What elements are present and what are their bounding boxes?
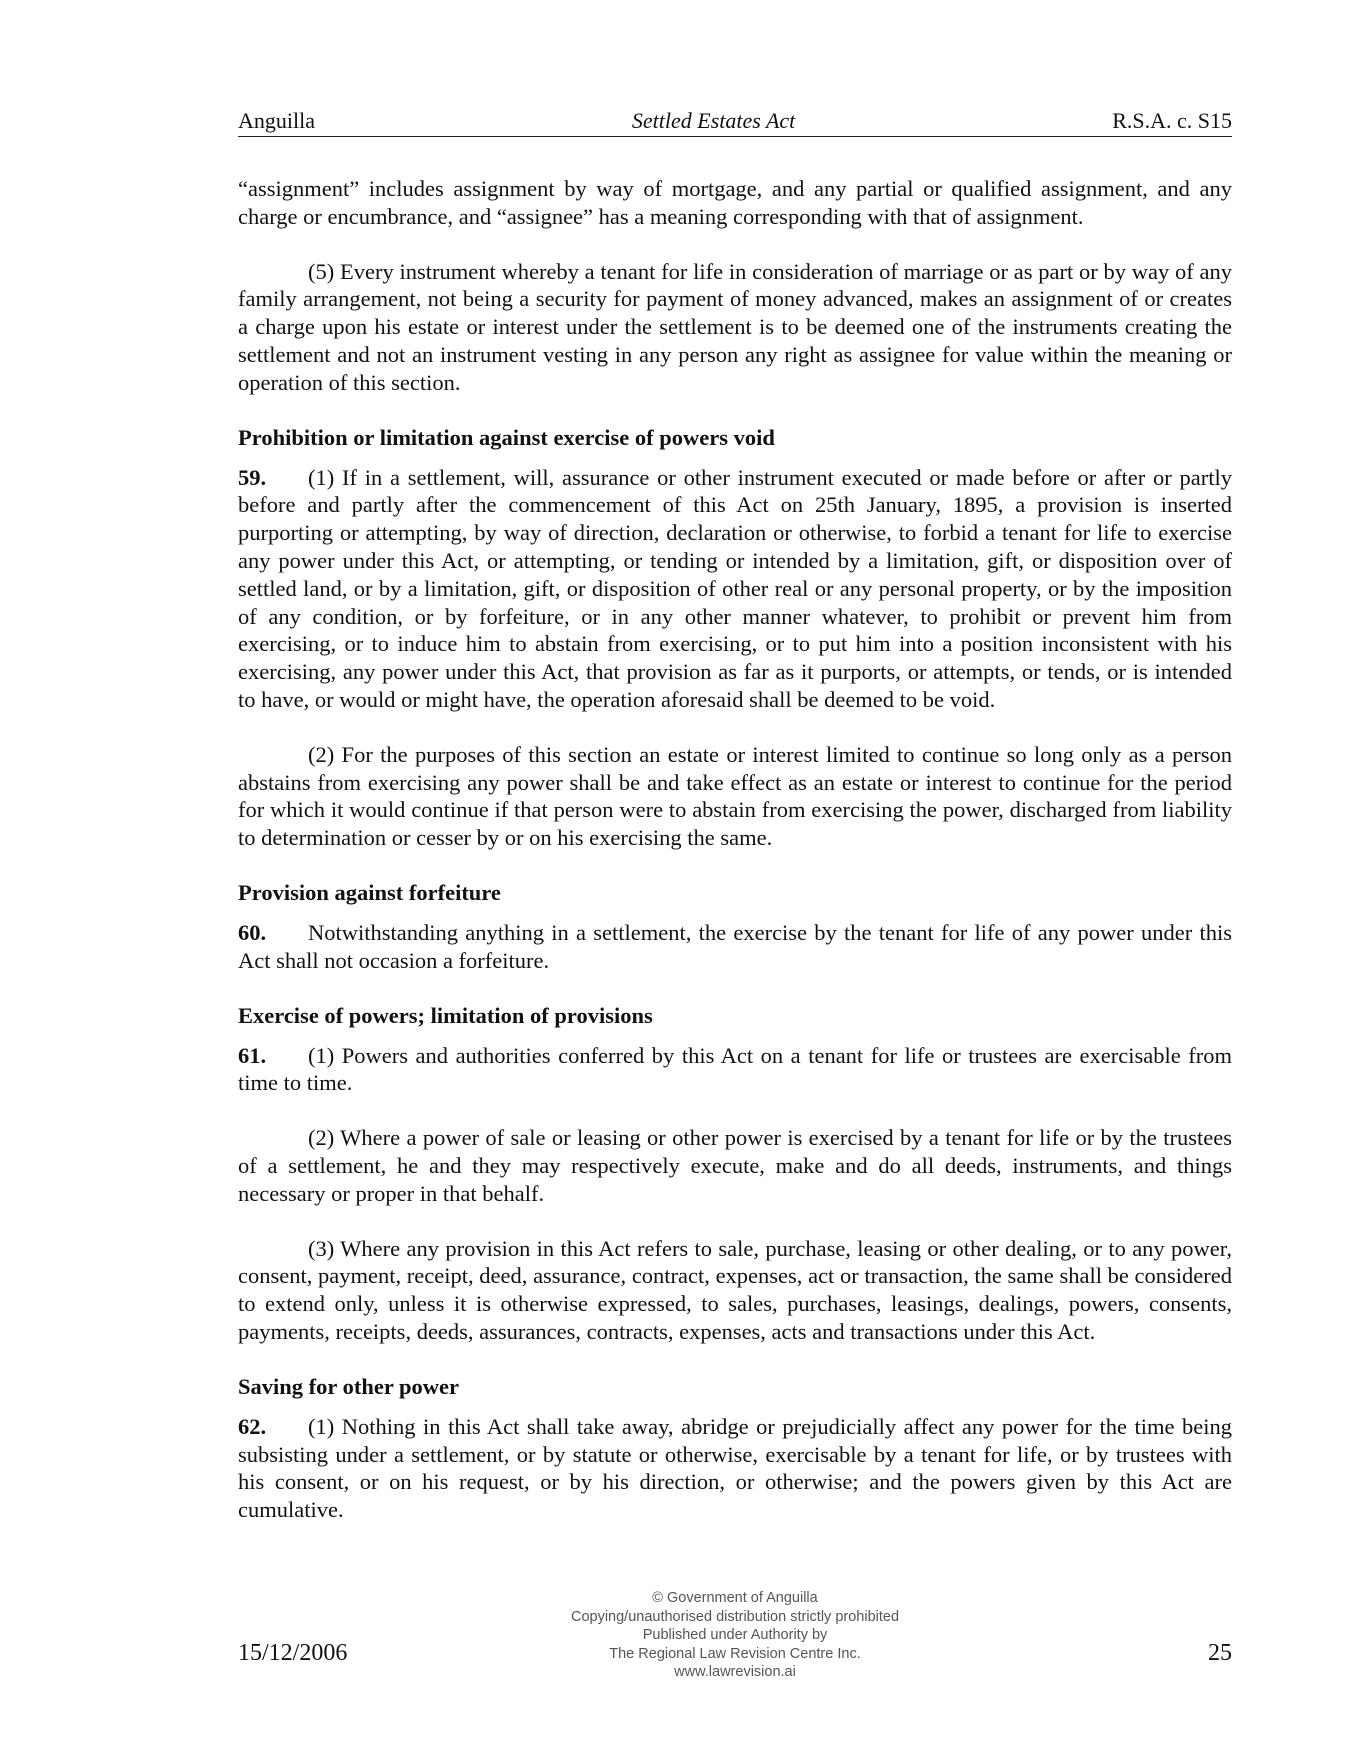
section-59-number: 59. — [238, 464, 267, 490]
copyright-notice — [238, 1589, 1232, 1682]
document-body — [238, 175, 1232, 1524]
header-jurisdiction: Anguilla — [238, 108, 315, 133]
section-62-text: (1) Nothing in this Act shall take away, abridge or prejudicially affect any power for the time being subsisting under a settlement, or by statute or otherwise, exercisable by a tenant for life, or by trustees with his consent, or on his request, or by his direction, or otherwise; and the powers given by this Act are cumulative. — [238, 1413, 1232, 1523]
section-61-subsection-2: (2) Where a power of sale or leasing or other power is exercised by a tenant for life or by the trustees of a settlement, he and they may respectively execute, make and do all deeds, instruments, and things necessary or proper in that behalf. — [238, 1125, 1232, 1206]
section-59-subsection-2: (2) For the purposes of this section an estate or interest limited to continue so long only as a person abstains from exercising any power shall be and take effect as an estate or interest to continue for the period for which it would continue if that person were to abstain from exercising the power, discharged from liability to determination or cesser by or on his exercising the same. — [238, 741, 1232, 851]
section-61-subsection-3: (3) Where any provision in this Act refers to sale, purchase, leasing or other dealing, or to any power, consent, payment, receipt, deed, assurance, contract, expenses, act or transaction, the same shall be considered to extend only, unless it is otherwise expressed, to sales, purchases, leasings, dealings, powers, consents, payments, receipts, deeds, assurances, contracts, expenses, acts and transactions under this Act. — [238, 1235, 1232, 1344]
section-61-heading: Exercise of powers; limitation of provisions — [238, 1002, 653, 1028]
subsection-5: (5) Every instrument whereby a tenant for life in consideration of marriage or as part or by way of any family arrangement, not being a security for payment of money advanced, makes an assignment of or creates a charge upon his estate or interest under the settlement is to be deemed one of the instruments creating the settlement and not an instrument vesting in any person any right as assignee for value within the meaning or operation of this section. — [238, 258, 1232, 395]
section-62-subsection-1 — [238, 1413, 1232, 1524]
header-act-title: Settled Estates Act — [631, 108, 796, 133]
page-number: 25 — [1208, 1640, 1232, 1666]
section-61-number: 61. — [238, 1042, 267, 1068]
notice-line: www.lawrevision.ai — [674, 1664, 796, 1680]
notice-line: Copying/unauthorised distribution strictly prohibited — [570, 1608, 900, 1625]
running-header — [238, 108, 1232, 137]
definition-assignment: “assignment” includes assignment by way of mortgage, and any partial or qualified assignment, and any charge or encumbrance, and “assignee” has a meaning corresponding with that of assignment. — [238, 176, 1232, 229]
section-60-heading: Provision against forfeiture — [238, 879, 501, 905]
section-61-text: (1) Powers and authorities conferred by this Act on a tenant for life or trustees are exercisable from time to time. — [238, 1042, 1232, 1096]
notice-line: © Government of Anguilla — [652, 1590, 818, 1606]
notice-line: Published under Authority by — [642, 1627, 828, 1643]
section-59-text: (1) If in a settlement, will, assurance or other instrument executed or made before or after or partly before and partly after the commencement of this Act on 25th January, 1895, a provision is inserted purporting or attempting, by way of direction, declaration or otherwise, to forbid a tenant for life to exercise any power under this Act, or attempting, or tending or intended by a limitation, gift, or disposition over of settled land, or by a limitation, gift, or disposition of other real or any personal property, or by the imposition of any condition, or by forfeiture, or in any other manner whatever, to prohibit or prevent him from exercising, or to induce him to abstain from exercising, or to put him into a position inconsistent with his exercising, any power under this Act, that provision as far as it purports, or attempts, or tends, or is intended to have, or would or might have, the operation aforesaid shall be deemed to be void. — [238, 464, 1232, 712]
section-62-number: 62. — [238, 1413, 267, 1439]
notice-line: The Regional Law Revision Centre Inc. — [609, 1645, 861, 1662]
section-60-text: Notwithstanding anything in a settlement, the exercise by the tenant for life of any power under this Act shall not occasion a forfeiture. — [238, 919, 1232, 973]
footer-date: 15/12/2006 — [238, 1640, 348, 1666]
header-chapter-reference: R.S.A. c. S15 — [1112, 108, 1232, 133]
section-60-text-block — [238, 919, 1232, 975]
document-page — [238, 108, 1232, 1551]
section-61-subsection-1 — [238, 1042, 1232, 1098]
section-59-heading: Prohibition or limitation against exercise of powers void — [238, 424, 775, 450]
section-60-number: 60. — [238, 919, 267, 945]
section-62-heading: Saving for other power — [238, 1373, 460, 1399]
page-footer — [238, 1589, 1232, 1689]
section-59-subsection-1 — [238, 464, 1232, 714]
